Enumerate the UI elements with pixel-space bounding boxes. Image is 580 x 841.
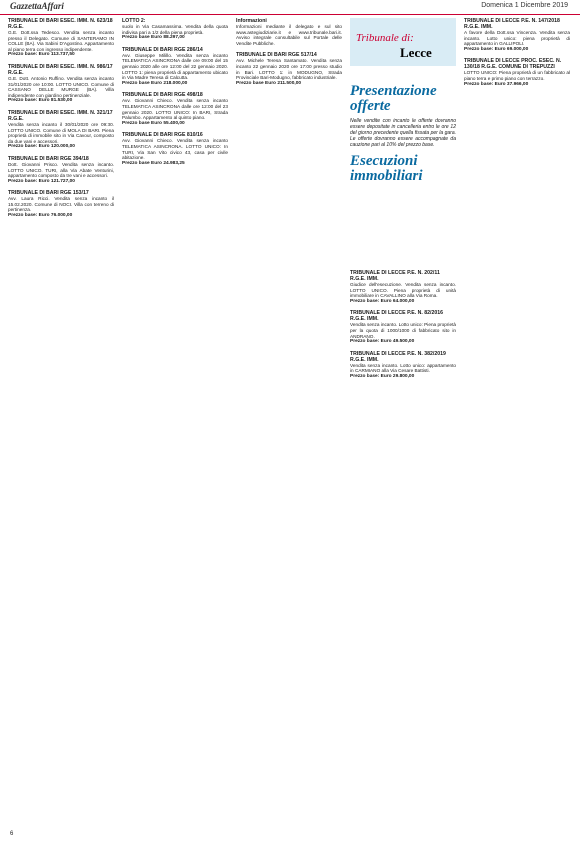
notice-price: Prezzo base Euro 55.400,00 <box>122 120 185 126</box>
notice-heading: TRIBUNALE DI BARI RGE 286/14 <box>122 46 203 53</box>
notice-body: suolo in Via Casamassima. Vendita della quota indivisa pari a 1/2 della piena proprietà. <box>122 24 228 35</box>
esecuzioni-title: Esecuzioni immobiliari <box>350 153 423 184</box>
notice-body: Avv. Michele Teresa Santamato. Vendita senza incanto 22 gennaio 2020 ore 17:00 presso studio in Bari. LOTTO 1: in MODUGNO, Strada Provinciale Bari-Modugno, fabbricato industriale. <box>236 58 342 81</box>
notice-body: Dott. Giovanni Prisco. Vendita senza incanto. LOTTO UNICO. TURI, alla Via Abate Venturini, appartamento composto da tre vani e accessori. <box>8 161 114 179</box>
column-5 <box>464 18 570 830</box>
notice-heading: TRIBUNALE DI BARI RGE 810/16 <box>122 132 203 139</box>
notice-heading: TRIBUNALE DI LECCE P.E. N. 382/2019 R.G.E. IMM. <box>350 350 446 363</box>
notice-body: Informazioni mediante il delegato e sul sito www.astegiudiziarie.it e www.tribunale.bari.it. Avviso integrale consultabile sul Portale delle Vendite Pubbliche. <box>236 24 342 46</box>
notice-body: A favore della Dott.ssa Vincenza. Vendita senza incanto. Lotto unico: piena proprietà di appartamento in GALLIPOLI. <box>464 30 570 47</box>
notice-heading: LOTTO 2: <box>122 18 146 24</box>
page-number: 6 <box>10 831 14 837</box>
notice-heading: TRIBUNALE DI BARI RGE 153/17 <box>8 190 89 197</box>
column-2 <box>122 18 228 830</box>
notice-body: Vendita senza incanto. Lotto unico: Piena proprietà per la quota di 1000/1000 di fabbricato sito in ANDRANO. <box>350 322 456 339</box>
notice <box>464 58 570 87</box>
notice <box>122 92 228 126</box>
page-header <box>0 0 580 15</box>
newspaper-logo: GazzettaAffari <box>10 1 64 11</box>
notice <box>8 64 114 104</box>
notice <box>350 270 456 304</box>
notice <box>122 47 228 87</box>
notice-body: G.E. Dott.ssa Tedesco. Vendita senza incanto presso il Delegato. Comune di SANTERAMO IN COLLE (BA). Via Sabini D'Agostino. Appartamento al piano terra con ingresso indipendente. <box>8 30 114 52</box>
notice-body: Avv. Giovanni Chieco. Vendita senza incanto TELEMATICA ASINCRONA. LOTTO UNICO: In TURI, Via San Vito civico 43, casa per civile abitazione. <box>122 138 228 161</box>
promo-box <box>350 18 456 270</box>
notice-price: Prezzo base: Euro 69.000,00 <box>464 46 529 52</box>
notice <box>236 18 342 46</box>
notice-price: Prezzo base Euro 211.500,00 <box>236 80 302 86</box>
notice <box>122 18 228 41</box>
notice <box>350 351 456 380</box>
notice-body: G.E. Dott. Antonio Ruffino. Vendita senza incanto 31/01/2020 ore 10:00. LOTTO UNICO. Comune di CASSANO DELLE MURGE (BA). Villa indipendente con giardino pertinenziale. <box>8 75 114 98</box>
notice-price: Prezzo base: Euro 49.500,00 <box>350 339 415 345</box>
notice-heading: TRIBUNALE DI BARI ESEC. IMM. N. 321/17 R.G.E. <box>8 109 113 122</box>
notice-price: Prezzo base: Euro 113.737,50 <box>8 52 75 58</box>
presentazione-title: Presentazione offerte <box>350 83 437 114</box>
notice <box>8 18 114 58</box>
notice-body: Avv. Giovanni Chieco. Vendita senza incanto TELEMATICA ASINCRONA dalle ore 12:00 del 23 gennaio 2020. LOTTO UNICO: In BARI, Strada Palumbo. Appartamento al quinto piano. <box>122 98 228 121</box>
notice-heading: TRIBUNALE DI BARI ESEC. IMM. N. 986/17 R.G.E. <box>8 63 113 76</box>
column-3 <box>236 18 342 830</box>
notice-body: Giudice dell'esecuzione. Vendita senza incanto. LOTTO UNICO. Piena proprietà di unità immobiliare in CAVALLINO alla Via Roma. <box>350 282 456 299</box>
notice-price: Prezzo base Euro 218.000,00 <box>122 80 188 86</box>
notice-heading: TRIBUNALE DI BARI ESEC. IMM. N. 623/18 R.G.E. <box>8 18 113 30</box>
notice-price: Prezzo base: Euro 64.000,00 <box>350 298 415 304</box>
notice-body: LOTTO UNICO: Piena proprietà di un fabbricato al piano terra e primo piano con terrazzo. <box>464 70 570 81</box>
issue-date: Domenica 1 Dicembre 2019 <box>481 2 568 9</box>
notice-heading: TRIBUNALE DI LECCE P.E. N. 82/2016 R.G.E. IMM. <box>350 310 444 323</box>
notice <box>236 52 342 86</box>
promo-banner <box>350 18 456 66</box>
notice-heading: Informazioni <box>236 18 267 24</box>
column-1 <box>8 18 114 830</box>
notice-price: Prezzo base: Euro 29.800,00 <box>350 373 415 379</box>
notice-heading: TRIBUNALE DI LECCE P.E. N. 147/2018 R.G.E. IMM. <box>464 18 560 30</box>
notice <box>464 18 570 52</box>
notice-price: Prezzo base: Euro 76.000,00 <box>8 213 73 219</box>
notice-price: Prezzo base: Euro 81.530,00 <box>8 98 73 104</box>
notice-price: Prezzo base Euro 24.983,25 <box>122 160 185 166</box>
promo-city: Lecce <box>400 45 432 60</box>
notice <box>8 110 114 150</box>
notice-heading: TRIBUNALE DI BARI RGE 498/18 <box>122 92 203 99</box>
notice-body: Avv. Giuseppe Milillo. Vendita senza incanto TELEMATICA ASINCRONA dalle ore 09:00 del 15 gennaio 2020 alle ore 12:00 del 22 gennaio 2020. LOTTO 1: piena proprietà di appartamento ubicato in Via Madre Teresa di Calcutta. <box>122 52 228 81</box>
notice-heading: TRIBUNALE DI LECCE P.E. N. 202/11 R.G.E. IMM. <box>350 270 440 282</box>
column-4 <box>350 18 456 830</box>
notice-body: Vendita senza incanto. Lotto unico: appartamento in CARMIANO alla Via Cesare Battisti. <box>350 362 456 374</box>
notice <box>8 190 114 218</box>
notice-price: Prezzo base: Euro 37.966,00 <box>464 81 529 87</box>
promo-title: Tribunale di: <box>356 32 414 44</box>
presentazione-text: Nelle vendite con incanto le offerte dovranno essere depositate in cancelleria entro le ore 12 del giorno precedente quella fissata per la gara. Le offerte dovranno essere accompagnate da cauzione pari al 10% del prezzo base. <box>350 118 456 148</box>
notice <box>122 132 228 166</box>
notice-heading: TRIBUNALE DI LECCE PROC. ESEC. N. 130/18 R.G.E. COMUNE DI TREPUZZI <box>464 58 562 71</box>
notice-body: Vendita senza incanto il 30/01/2020 ore 09:30. LOTTO UNICO. Comune di MOLA DI BARI. Piena proprietà di immobile sito in Via Cavour, composto da due vani e accessori. <box>8 121 114 144</box>
notice-body: Avv. Laura Ricci. Vendita senza incanto il 15.02.2020. Comune di NOCI. Villa con terreno di pertinenza. <box>8 196 114 213</box>
notices-page <box>8 18 572 830</box>
notice-price: Prezzo base: Euro 120.000,00 <box>8 144 75 150</box>
notice <box>8 156 114 184</box>
notice-price: Prezzo base Euro 88.297,00 <box>122 35 185 41</box>
notice-heading: TRIBUNALE DI BARI RGE 394/18 <box>8 155 89 162</box>
notice-heading: TRIBUNALE DI BARI RGE 517/14 <box>236 52 317 59</box>
notice <box>350 310 456 344</box>
notice-price: Prezzo base: Euro 121.727,00 <box>8 178 75 184</box>
